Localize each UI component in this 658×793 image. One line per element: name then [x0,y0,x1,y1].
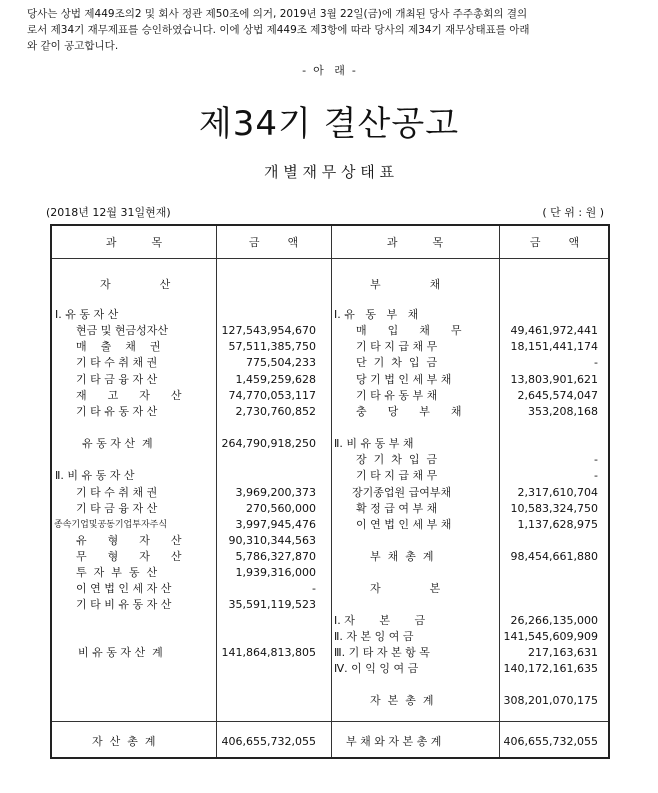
assets-total-label: 자 산 총 계 [92,735,156,748]
asset-row-label: 종속기업및공동기업투자주식 [54,520,168,530]
liability-row-value: 353,208,168 [528,405,598,418]
equity-row-value: 141,545,609,909 [503,630,598,643]
header-left-item: 과 목 [105,236,163,249]
asset-row-value: 1,939,316,000 [235,566,316,579]
asset-row-label: 기 타 수 취 채 권 [76,486,158,499]
asset-row-value: 5,786,327,870 [235,550,316,563]
liability-row-value: 13,803,901,621 [510,373,598,386]
asset-row-label: 재 고 자 산 [76,389,182,402]
asset-row-value: 90,310,344,563 [228,534,316,547]
page-subtitle: 개 별 재 무 상 태 표 [263,163,395,181]
current-assets-total-label: 유 동 자 산 계 [82,437,153,450]
asset-row-value: - [312,582,316,595]
liability-row-label: 기 타 지 급 채 무 [356,469,438,482]
asset-row-label: 기 타 비 유 동 자 산 [76,598,172,611]
current-liabilities-heading: Ⅰ. 유 동 부 채 [334,308,419,321]
liability-row-label: 단 기 차 입 금 [356,356,438,369]
asset-row-value: 270,560,000 [246,502,316,515]
liability-row-label: 당 기 법 인 세 부 채 [356,373,452,386]
liab-equity-total-value: 406,655,732,055 [503,735,598,748]
noncurrent-assets-total-label: 비 유 동 자 산 계 [78,646,163,659]
liab-equity-total-label: 부 채 와 자 본 총 계 [346,735,442,748]
liability-row-label: 기 타 유 동 부 채 [356,389,438,402]
assets-section-label: 자 산 [100,278,171,291]
equity-total-value: 308,201,070,175 [503,694,598,707]
asset-row-label: 무 형 자 산 [76,550,182,563]
equity-row-value: 140,172,161,635 [503,662,598,675]
liabilities-total-value: 98,454,661,880 [510,550,598,563]
report-date: (2018년 12월 31일현재) [46,206,171,219]
asset-row-label: 이 연 법 인 세 자 산 [76,582,172,595]
page-title: 제34기 결산공고 [198,104,460,144]
intro-paragraph: 당사는 상법 제449조의2 및 회사 정관 제50조에 의거, 2019년 3월 22일(금)에 개최된 당사 주주총회의 결의 로서 제34기 재무제표를 승인하였습니다. 이에 상법 제449조 제3항에 따라 당사의 제34기 재무상태표를 아래 와 같이 공고합니다. [27,8,530,52]
liability-row-value: 49,461,972,441 [510,324,598,337]
equity-row-label: Ⅲ. 기 타 자 본 항 목 [334,646,430,659]
liability-row-label: 기 타 지 급 채 무 [356,340,438,353]
equity-row-value: 26,266,135,000 [510,614,598,627]
asset-row-value: 775,504,233 [246,356,316,369]
liability-row-label: 확 정 급 여 부 채 [356,502,438,515]
asset-row-label: 기 타 금 융 자 산 [76,373,158,386]
liability-row-label: 장기종업원 급여부채 [352,486,452,499]
equity-section-label: 자 본 [370,582,441,595]
current-assets-heading: Ⅰ. 유 동 자 산 [55,308,119,321]
asset-row-value: 127,543,954,670 [221,324,316,337]
equity-row-label: Ⅰ. 자 본 금 [334,614,426,627]
column-divider [499,226,500,757]
header-left-amount: 금 액 [248,236,299,249]
header-right-item: 과 목 [386,236,444,249]
liability-row-label: 이 연 법 인 세 부 채 [356,518,452,531]
liability-row-label: 매 입 채 무 [356,324,462,337]
equity-row-value: 217,163,631 [528,646,598,659]
balance-sheet-table [50,224,610,759]
asset-row-value: 57,511,385,750 [228,340,316,353]
current-assets-total-value: 264,790,918,250 [221,437,316,450]
header-divider [52,258,608,259]
liability-row-label: 장 기 차 입 금 [356,453,438,466]
unit-label: ( 단 위 : 원 ) [542,206,604,219]
section-marker: - 아 래 - [302,64,356,77]
asset-row-value: 3,997,945,476 [235,518,316,531]
asset-row-value: 35,591,119,523 [228,598,316,611]
asset-row-label: 현금 및 현금성자산 [76,324,169,337]
asset-row-label: 매 출 채 권 [76,340,161,353]
asset-row-value: 74,770,053,117 [228,389,316,402]
liability-row-value: 2,645,574,047 [517,389,598,402]
liability-row-value: - [594,356,598,369]
liability-row-value: - [594,469,598,482]
noncurrent-liabilities-heading: Ⅱ. 비 유 동 부 채 [334,437,414,450]
equity-row-label: Ⅳ. 이 익 잉 여 금 [334,662,419,675]
equity-row-label: Ⅱ. 자 본 잉 여 금 [334,630,414,643]
asset-row-value: 1,459,259,628 [235,373,316,386]
asset-row-value: 3,969,200,373 [235,486,316,499]
asset-row-label: 투 자 부 동 산 [76,566,158,579]
liability-row-value: 1,137,628,975 [517,518,598,531]
asset-row-label: 기 타 금 융 자 산 [76,502,158,515]
liability-row-value: 18,151,441,174 [510,340,598,353]
liabilities-section-label: 부 채 [370,278,441,291]
liability-row-value: - [594,453,598,466]
column-divider [216,226,217,757]
asset-row-label: 기 타 유 동 자 산 [76,405,158,418]
noncurrent-assets-total-value: 141,864,813,805 [221,646,316,659]
equity-total-label: 자 본 총 계 [370,694,434,707]
liabilities-total-label: 부 채 총 계 [370,550,434,563]
header-right-amount: 금 액 [529,236,580,249]
liability-row-value: 10,583,324,750 [510,502,598,515]
liability-row-label: 충 당 부 채 [356,405,462,418]
asset-row-value: 2,730,760,852 [235,405,316,418]
assets-total-value: 406,655,732,055 [221,735,316,748]
asset-row-label: 유 형 자 산 [76,534,182,547]
asset-row-label: 기 타 수 취 채 권 [76,356,158,369]
column-divider [331,226,332,757]
liability-row-value: 2,317,610,704 [517,486,598,499]
total-divider [52,721,608,722]
noncurrent-assets-heading: Ⅱ. 비 유 동 자 산 [55,469,135,482]
